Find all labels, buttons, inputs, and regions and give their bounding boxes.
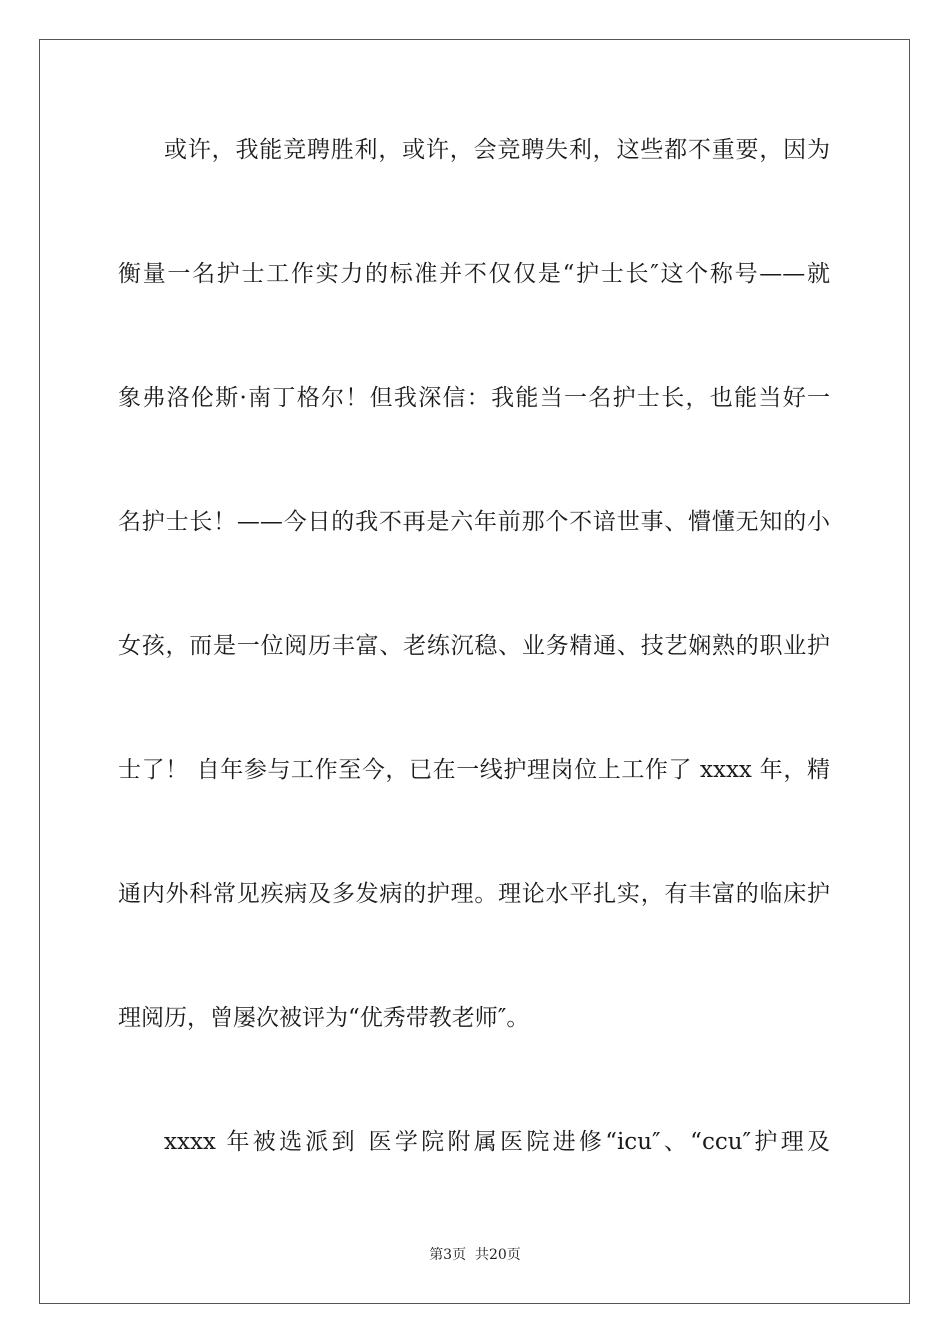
text-line-3: 象弗洛伦斯·南丁格尔！但我深信：我能当一名护士长，也能当好一 (118, 385, 830, 411)
text-line-8: 理阅历，曾屡次被评为“优秀带教老师″。 (118, 1005, 530, 1031)
text-line-7: 通内外科常见疾病及多发病的护理。理论水平扎实，有丰富的临床护 (118, 881, 830, 907)
page-frame (39, 39, 910, 1304)
text-line-9: xxxx 年被选派到 医学院附属医院进修“icu″、“ccu″护理及 (164, 1129, 830, 1155)
text-line-2: 衡量一名护士工作实力的标准并不仅仅是“护士长″这个称号——就 (118, 261, 830, 287)
text-line-4: 名护士长！——今日的我不再是六年前那个不谙世事、懵懂无知的小 (118, 509, 830, 535)
page-number-footer: 第3页 共20页 (429, 1247, 521, 1263)
text-line-5: 女孩，而是一位阅历丰富、老练沉稳、业务精通、技艺娴熟的职业护 (118, 633, 830, 659)
text-line-6: 士了！ 自年参与工作至今，已在一线护理岗位上工作了 xxxx 年，精 (118, 757, 830, 783)
text-line-1: 或许，我能竞聘胜利，或许，会竞聘失利，这些都不重要，因为 (164, 137, 830, 163)
